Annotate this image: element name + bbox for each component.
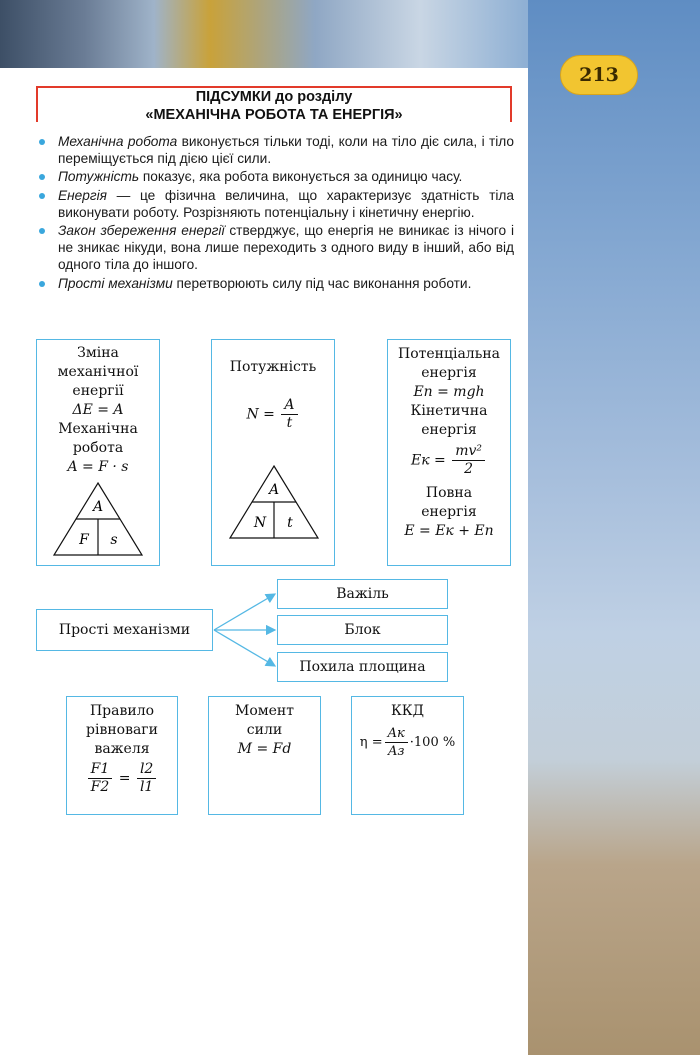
list-item: Механічна робота виконується тільки тоді, коли на тіло діє сила, і тіло переміщується під дією цієї сили. xyxy=(36,133,514,167)
list-item: Прості механізми перетворюють силу під час виконання роботи. xyxy=(36,275,514,292)
lever-rule-box: Правило рівноваги важеля $\frac{F1}{F2}$ = $\frac{l2}{l1}$ xyxy=(66,696,178,815)
pulley-box: Блок xyxy=(277,615,448,645)
inclined-plane-box: Похила площина xyxy=(277,652,448,682)
kinetic-energy-formula: Eк = $\frac{\text{mv²}}{2}$ xyxy=(388,443,510,478)
energy-box: Потенціальна енергія Eп = mgh Кінетична енергія Eк = $\frac{\text{mv²}}{2}$ Повна енергія E = Eк + Eп xyxy=(387,339,511,566)
work-energy-box: Зміна механічної енергії ΔE = A Механічна робота A = F · s A F s xyxy=(36,339,160,566)
list-item: Потужність показує, яка робота виконується за одиницю часу. xyxy=(36,168,514,185)
tri-top-label: A xyxy=(268,482,280,498)
tri-top-label: A xyxy=(92,499,104,515)
title-line-2: «МЕХАНІЧНА РОБОТА ТА ЕНЕРГІЯ» xyxy=(145,107,403,123)
moment-formula: M = Fd xyxy=(237,741,292,757)
lever-rule-formula: $\frac{F1}{F2}$ = $\frac{l2}{l1}$ xyxy=(67,761,177,796)
power-box: Потужність N = $\frac{A}{t}$ A N t xyxy=(211,339,335,566)
moment-box: Момент сили M = Fd xyxy=(208,696,321,815)
list-item: Закон збереження енергії стверджує, що енергія не виникає із нічого і не зникає нікуди, вона лише переходить з одного виду в інший, або від одного тіла до іншого. xyxy=(36,222,514,274)
tri-right-label: t xyxy=(287,515,293,531)
title-line-1: ПІДСУМКИ до розділу xyxy=(195,89,353,105)
list-item: Енергія — це фізична величина, що характеризує здатність тіла виконувати роботу. Розрізняють потенціальну і кінетичну енергію. xyxy=(36,187,514,221)
potential-energy-formula: Eп = mgh xyxy=(413,384,485,400)
lever-box: Важіль xyxy=(277,579,448,609)
tri-right-label: s xyxy=(110,532,118,548)
efficiency-formula: η = $\frac{Aк}{Aз}$ ·100 % xyxy=(359,726,456,759)
efficiency-box: ККД η = $\frac{Aк}{Aз}$ ·100 % xyxy=(351,696,464,815)
tri-left-label: F xyxy=(79,532,89,548)
energy-change-formula: ΔE = A xyxy=(72,402,124,418)
power-formula: N = $\frac{A}{t}$ xyxy=(212,397,334,432)
work-formula: A = F · s xyxy=(67,459,129,475)
total-energy-formula: E = Eк + Eп xyxy=(404,523,494,539)
page-number-badge: 213 xyxy=(560,55,638,95)
simple-machines-box: Прості механізми xyxy=(36,609,213,651)
tri-left-label: N xyxy=(253,515,267,531)
